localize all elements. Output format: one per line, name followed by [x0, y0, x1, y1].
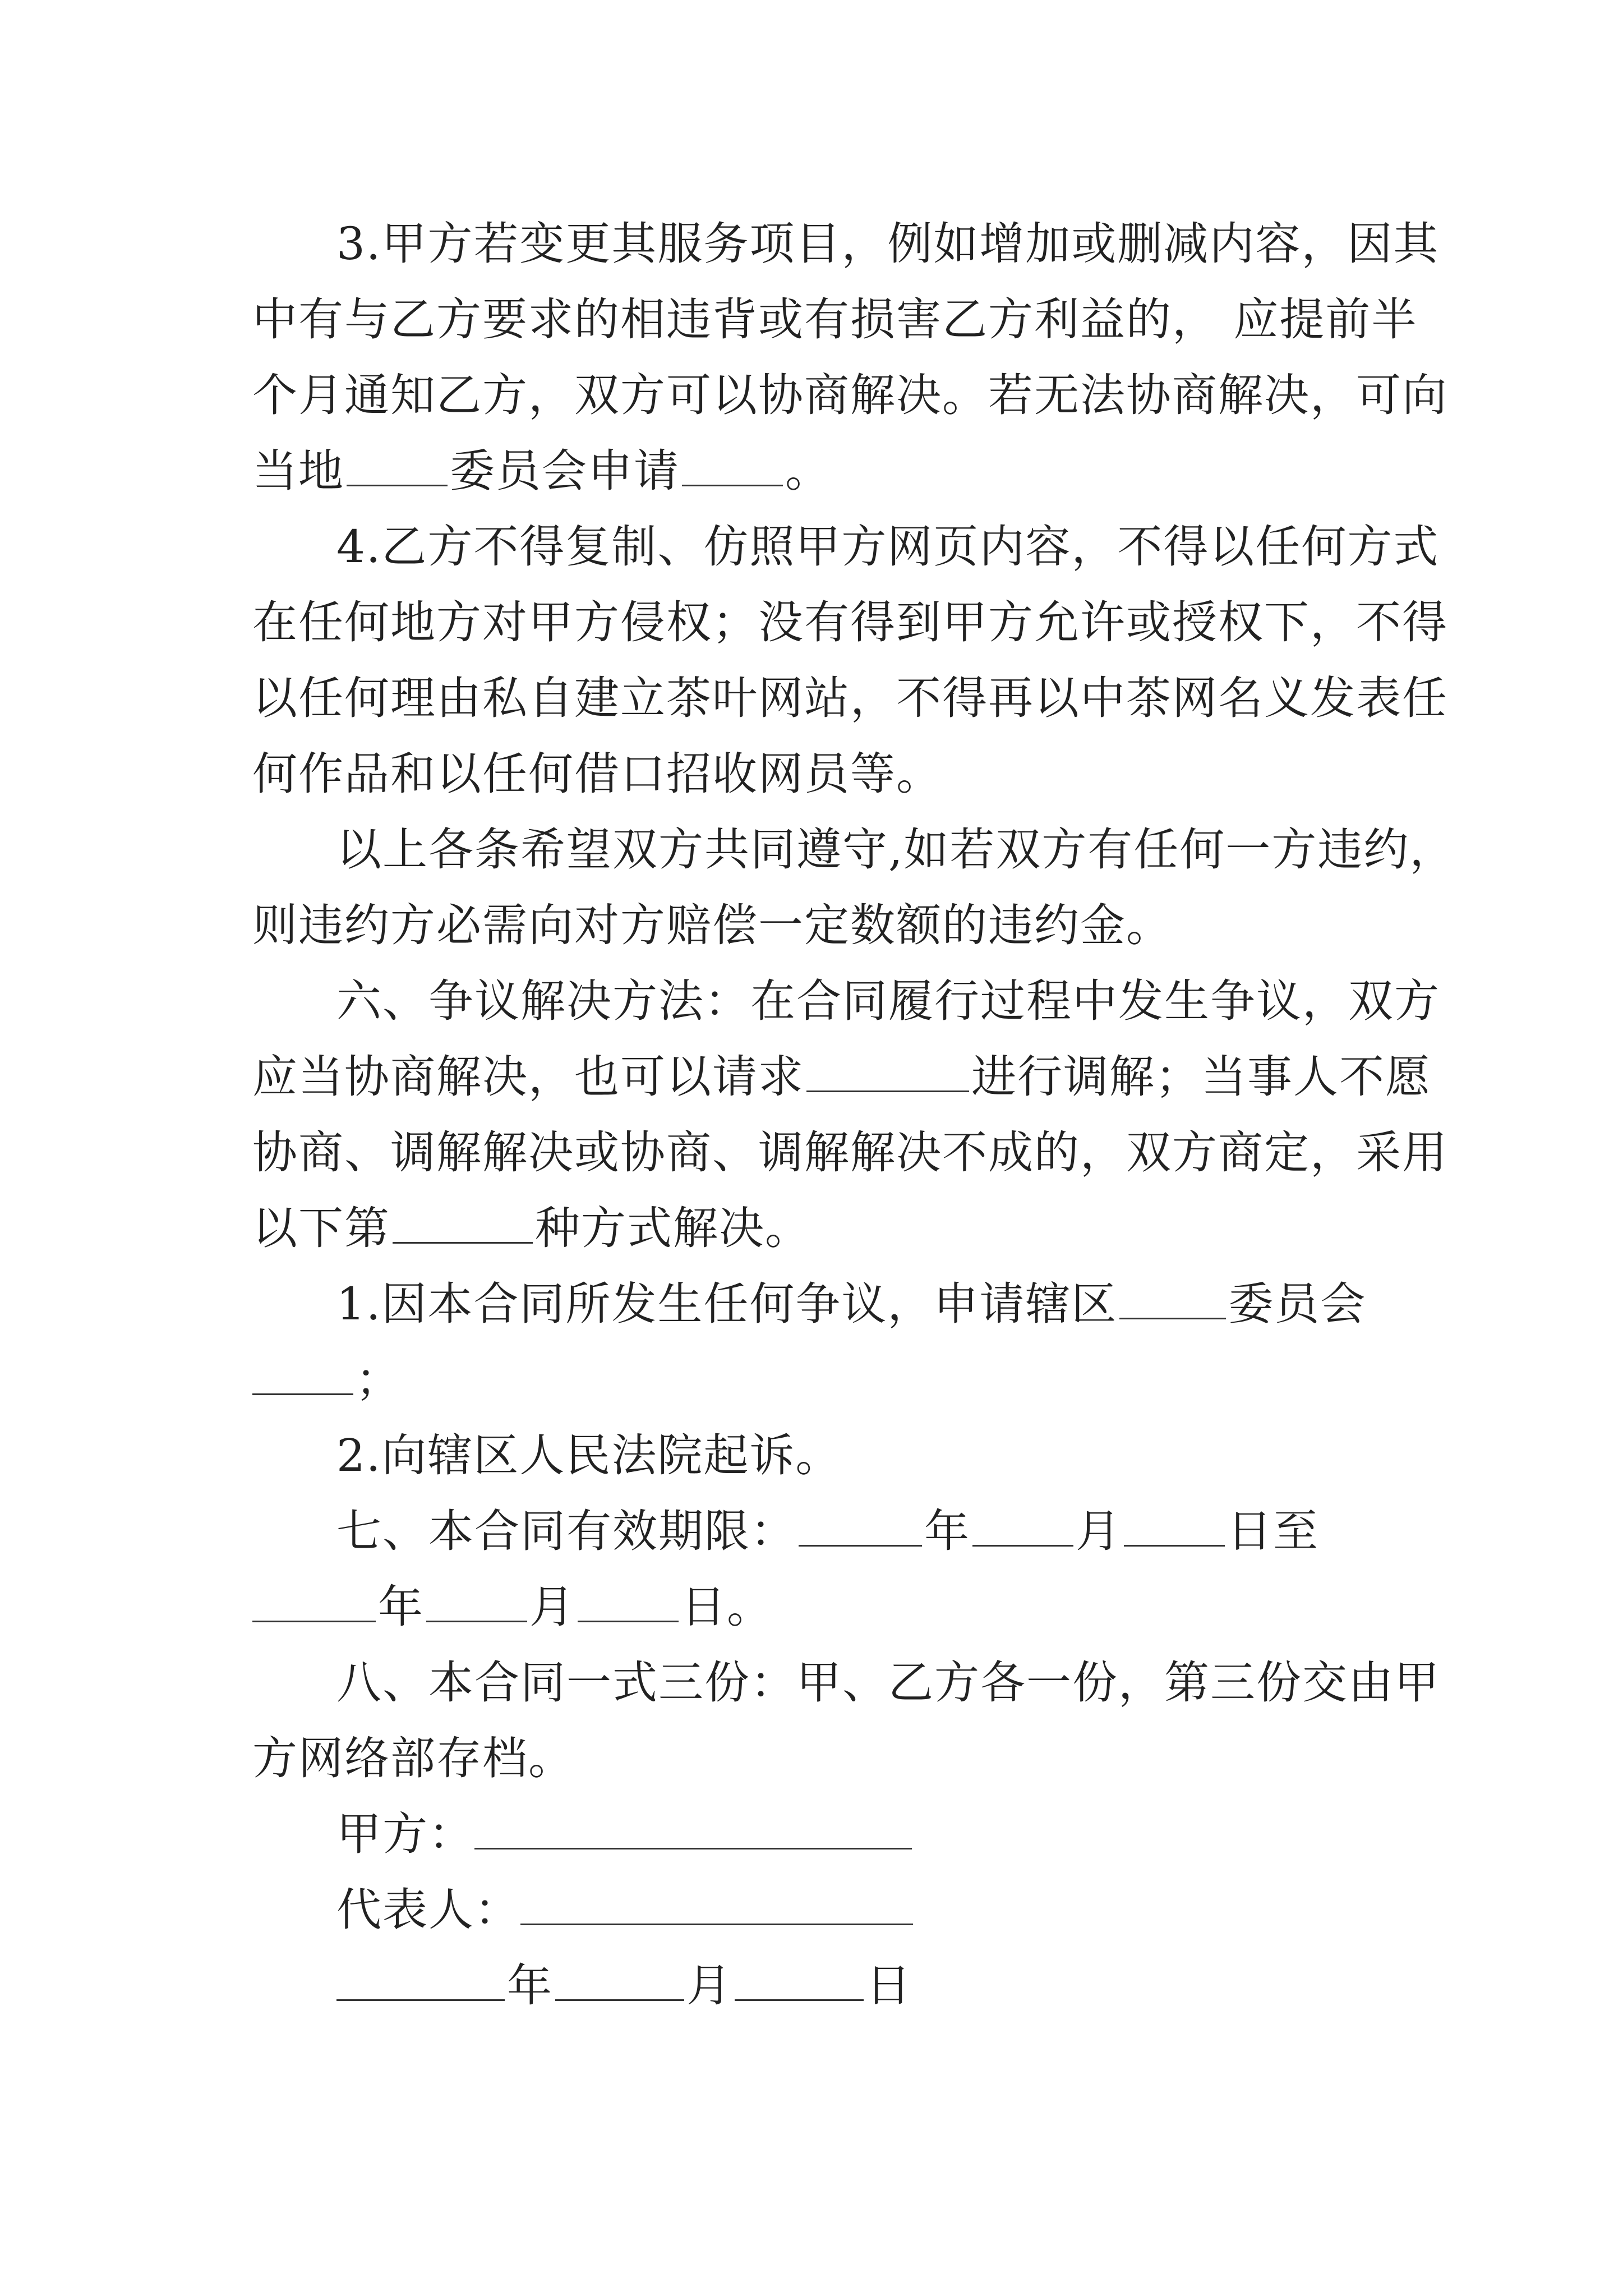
party-a-signature-field[interactable] — [474, 1809, 912, 1849]
clause3-line4-text-a: 当地 — [252, 445, 344, 497]
blank-field[interactable] — [735, 1960, 864, 2001]
section7-year: 年 — [924, 1505, 970, 1557]
blank-field[interactable] — [1124, 1506, 1225, 1547]
section6-option1-cont — [252, 1349, 1380, 1416]
section6-line4 — [252, 1198, 1380, 1265]
clause3-line1: 3.甲方若变更其服务项目，例如增加或删减内容，因其 — [336, 218, 1440, 270]
section7-day2: 日。 — [681, 1581, 773, 1633]
clause3-line4-text-b: 委员会申请 — [450, 445, 680, 497]
blank-field[interactable] — [578, 1581, 679, 1622]
clause4-line1: 4.乙方不得复制、仿照甲方网页内容，不得以任何方式 — [336, 521, 1440, 573]
representative-label: 代表人： — [336, 1884, 520, 1936]
clause3-line2: 中有与乙方要求的相违背或有损害乙方利益的， 应提前半 — [252, 293, 1418, 346]
section6-option1-text-c: ； — [356, 1354, 402, 1406]
signature-day: 日 — [866, 1959, 912, 2012]
blank-field[interactable] — [799, 1506, 922, 1547]
summary-line1: 以上各条希望双方共同遵守,如若双方有任何一方违约， — [336, 823, 1456, 876]
section7-day-to: 日至 — [1227, 1505, 1319, 1557]
section6-option2: 2.向辖区人民法院起诉。 — [336, 1429, 842, 1481]
signature-party-a — [336, 1803, 1380, 1871]
clause4-line2: 在任何地方对甲方侵权；没有得到甲方允许或授权下，不得 — [252, 596, 1448, 648]
summary-line2: 则违约方必需向对方赔偿一定数额的违约金。 — [252, 899, 1172, 951]
blank-field[interactable] — [806, 1051, 969, 1092]
blank-field[interactable] — [426, 1581, 527, 1622]
section6-line2-text-b: 进行调解；当事人不愿 — [971, 1051, 1431, 1103]
section8-line1: 八、本合同一式三份：甲、乙方各一份，第三份交由甲 — [336, 1657, 1440, 1709]
section6-line1: 六、争议解决方法：在合同履行过程中发生争议，双方 — [336, 975, 1440, 1027]
section6-line2-text-a: 应当协商解决，也可以请求 — [252, 1051, 804, 1103]
signature-representative — [336, 1879, 1380, 1947]
party-a-label: 甲方： — [336, 1808, 474, 1860]
section7-line1 — [336, 1501, 1380, 1568]
section6-option1-text-a: 1.因本合同所发生任何争议，申请辖区 — [336, 1278, 1118, 1330]
blank-field[interactable] — [336, 1960, 505, 2001]
section6-line4-text-b: 种方式解决。 — [535, 1202, 811, 1254]
section7-month: 月 — [1076, 1505, 1122, 1557]
blank-field[interactable] — [682, 445, 783, 486]
signature-year: 年 — [507, 1959, 553, 2012]
blank-field[interactable] — [555, 1960, 684, 2001]
blank-field[interactable] — [393, 1203, 533, 1244]
section7-line2 — [252, 1576, 1380, 1644]
clause4-line4: 何作品和以任何借口招收网员等。 — [252, 748, 942, 800]
signature-date — [336, 1955, 1380, 2022]
clause3-line4-text-c: 。 — [785, 445, 831, 497]
blank-field[interactable] — [347, 445, 448, 486]
section7-label: 七、本合同有效期限： — [336, 1505, 796, 1557]
section6-line4-text-a: 以下第 — [252, 1202, 390, 1254]
section6-option1 — [336, 1273, 1380, 1341]
signature-month: 月 — [686, 1959, 732, 2012]
blank-field[interactable] — [1119, 1278, 1226, 1319]
section8-line2: 方网络部存档。 — [252, 1732, 574, 1784]
clause3-line4 — [252, 440, 1380, 508]
section6-option1-text-b: 委员会 — [1228, 1278, 1367, 1330]
section7-year2: 年 — [378, 1581, 424, 1633]
blank-field[interactable] — [252, 1581, 376, 1622]
blank-field[interactable] — [252, 1354, 353, 1395]
section6-line2 — [252, 1046, 1431, 1114]
section6-line3: 协商、调解解决或协商、调解解决不成的，双方商定，采用 — [252, 1126, 1448, 1179]
clause3-line3: 个月通知乙方，双方可以协商解决。若无法协商解决，可向 — [252, 369, 1448, 421]
section7-month2: 月 — [529, 1581, 575, 1633]
clause4-line3: 以任何理由私自建立茶叶网站，不得再以中茶网名义发表任 — [252, 672, 1448, 724]
blank-field[interactable] — [972, 1506, 1073, 1547]
representative-signature-field[interactable] — [520, 1884, 913, 1925]
